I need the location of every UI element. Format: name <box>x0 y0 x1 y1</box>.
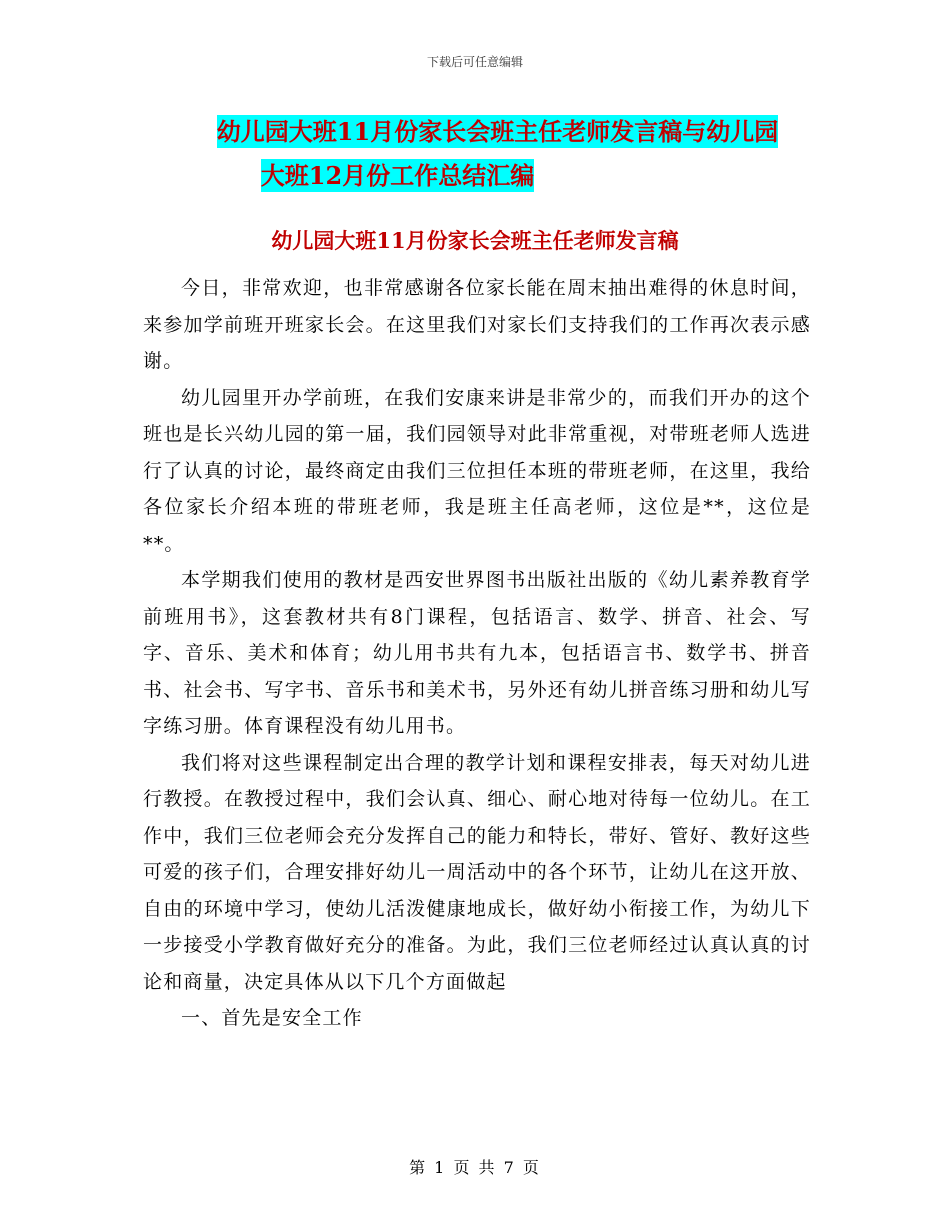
document-body <box>143 270 811 1037</box>
body-paragraph: 幼儿园里开办学前班，在我们安康来讲是非常少的，而我们开办的这个班也是长兴幼儿园的第一届，我们园领导对此非常重视，对带班老师人选进行了认真的讨论，最终商定由我们三位担任本班的带班老师，在这里，我给各位家长介绍本班的带班老师，我是班主任高老师，这位是**，这位是**。 <box>143 386 811 555</box>
section-title: 幼儿园大班11月份家长会班主任老师发言稿 <box>271 228 679 253</box>
document-title-line-2: 大班12月份工作总结汇编 <box>260 161 535 190</box>
body-paragraph: 我们将对这些课程制定出合理的教学计划和课程安排表，每天对幼儿进行教授。在教授过程中，我们会认真、细心、耐心地对待每一位幼儿。在工作中，我们三位老师会充分发挥自己的能力和特长，带好、管好、教好这些可爱的孩子们，合理安排好幼儿一周活动中的各个环节，让幼儿在这开放、自由的环境中学习，使幼儿活泼健康地成长，做好幼小衔接工作，为幼儿下一步接受小学教育做好充分的准备。为此，我们三位老师经过认真认真的讨论和商量，决定具体从以下几个方面做起 <box>143 751 811 993</box>
body-paragraph: 一、首先是安全工作 <box>181 1007 363 1029</box>
body-paragraph: 今日，非常欢迎，也非常感谢各位家长能在周末抽出难得的休息时间，来参加学前班开班家长会。在这里我们对家长们支持我们的工作再次表示感谢。 <box>143 277 811 372</box>
document-title <box>0 110 950 198</box>
body-paragraph: 本学期我们使用的教材是西安世界图书出版社出版的《幼儿素养教育学前班用书》，这套教材共有8门课程，包括语言、数学、拼音、社会、写字、音乐、美术和体育；幼儿用书共有九本，包括语言书、数学书、拼音书、社会书、写字书、音乐书和美术书，另外还有幼儿拼音练习册和幼儿写字练习册。体育课程没有幼儿用书。 <box>143 569 811 737</box>
document-title-line-1: 幼儿园大班11月份家长会班主任老师发言稿与幼儿园 <box>216 117 779 146</box>
page-number: 第 1 页 共 7 页 <box>409 1158 541 1177</box>
page-header-note: 下载后可任意编辑 <box>426 55 523 69</box>
